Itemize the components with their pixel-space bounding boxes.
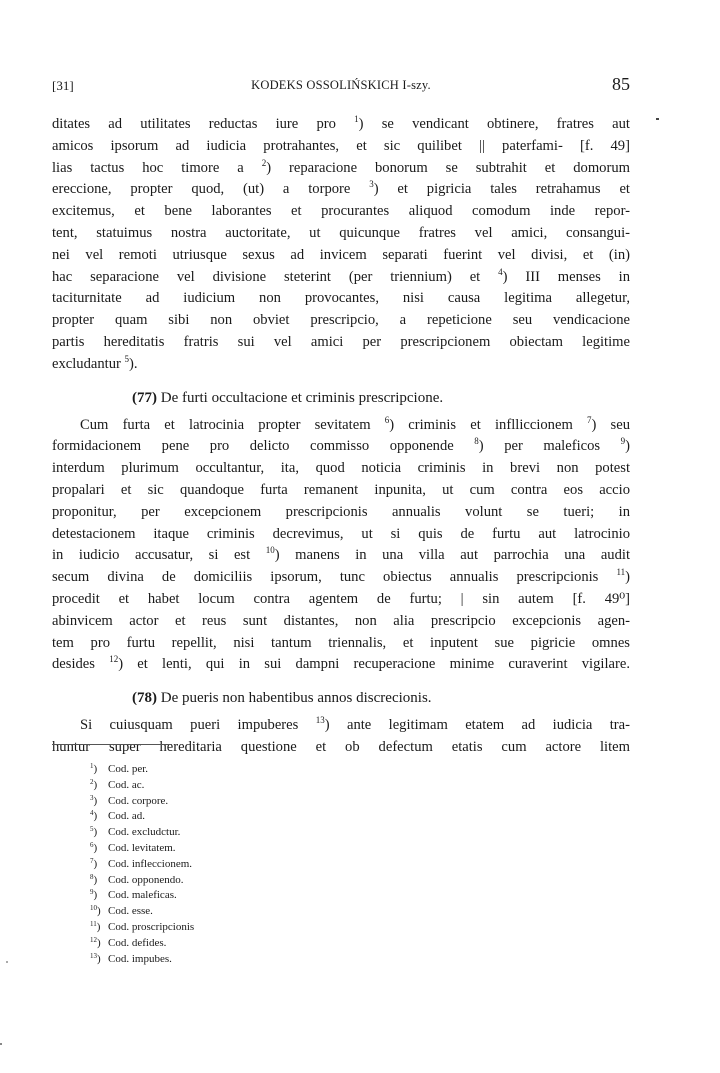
text-line: detestacionem itaque criminis decrevimus, ut si quis de furtu aut latrocinio — [52, 525, 630, 542]
footnote-ref[interactable]: 12 — [109, 654, 119, 665]
section-title: De furti occultacione et criminis prescripcione. — [160, 389, 444, 406]
text-line: partis hereditatis fratris sui vel amici per prescripcionem obiectam legitime — [52, 333, 630, 350]
text-line: excludantur $^5$). — [52, 353, 138, 372]
text-line: abinvicem actor et reus sunt distantes, non alia prescripcio excepcionis agen- — [52, 612, 630, 629]
footnotes — [90, 762, 194, 967]
footnote-ref[interactable]: 3 — [369, 179, 374, 190]
text-line: lias tactus hoc timore a $^2$) reparacione bonorum se subtrahit et domorum — [52, 157, 630, 176]
text-line: tem pro furtu repellit, nisi tantum triennalis, et inputent sue pigricie omnes — [52, 634, 630, 651]
footnote-ref[interactable]: 13 — [315, 715, 325, 726]
text-line: tent, statuimus nostra auctoritate, ut quicunque fratres vel amici, consangui- — [52, 224, 630, 241]
footnote: $^7$) Cod. infleccionem. — [90, 856, 193, 870]
footnote: $^1$) Cod. per. — [90, 762, 149, 775]
section-number: (78) — [132, 690, 157, 707]
scan-speck — [0, 1043, 2, 1045]
text-line: huntur super hereditaria questione et ob defectum etatis cum actore litem — [52, 738, 630, 755]
text-line: hac separacione vel divisione steterint (per triennium) et $^4$) III menses in — [52, 266, 630, 285]
text-line: secum divina de domiciliis ipsorum, tunc obiectus annualis prescripcionis $^{11}$) — [52, 567, 630, 586]
text-line: ereccione, propter quod, (ut) a torpore $^3$) et pigricia tales retrahamus et — [52, 179, 630, 198]
footnote: $^8$) Cod. opponendo. — [90, 872, 184, 886]
body-text — [52, 114, 630, 759]
footnote: $^{13}$) Cod. impubes. — [90, 951, 172, 965]
paragraph-3 — [52, 715, 630, 759]
folio-marker: [f. 49] — [579, 137, 630, 154]
scan-speck — [656, 118, 659, 120]
text-line: nei vel remoti utriusque sexus ad invicem separati fuerint vel divisi, et (in) — [52, 246, 630, 263]
book-title: KODEKS OSSOLIŃSKICH I-szy. — [251, 78, 431, 92]
footnote-ref[interactable]: 7 — [587, 414, 592, 425]
footnote-ref[interactable]: 1 — [354, 114, 359, 124]
footnote: $^3$) Cod. corpore. — [90, 793, 169, 807]
page-number: 85 — [612, 74, 630, 94]
footnote-ref[interactable]: 4 — [498, 266, 503, 277]
text-line: formidacionem pene pro delicto commisso opponende $^8$) per maleficos $^9$) — [52, 436, 630, 455]
text-line: proponitur, per excepcionem prescripcionis annualis volunt se tueri; in — [52, 503, 630, 520]
footnote-ref[interactable]: 5 — [124, 353, 130, 364]
text-line: interdum plurimum occultantur, ita, quod noticia criminis in brevi non potest — [52, 460, 630, 477]
footnote: $^{11}$) Cod. proscripcionis — [90, 919, 195, 933]
paragraph-2 — [52, 415, 630, 677]
text-line: taciturnitate ad iudicium non provocantes, nisi causa legitima allegetur, — [52, 290, 630, 307]
text-line: desides $^{12}$) et lenti, qui in sui dampni recuperacione minime curaverint vigilare. — [52, 654, 630, 673]
text-line: in iudicio accusatur, si est $^{10}$) manens in una villa aut parrochia una audit — [52, 545, 631, 564]
text-line: Si cuiusquam pueri impuberes $^{13}$) ante legitimam etatem ad iudicia tra- — [80, 715, 630, 734]
footnote-rule — [52, 744, 172, 745]
folio-marker: [f. 49⁰] — [572, 590, 631, 607]
footnote-ref[interactable]: 11 — [616, 567, 626, 578]
footnote: $^9$) Cod. maleficas. — [90, 888, 177, 902]
footnote-ref[interactable]: 2 — [261, 157, 267, 168]
section-title: De pueris non habentibus annos discrecionis. — [160, 690, 432, 707]
section-heading-77 — [52, 381, 630, 415]
footnote-ref[interactable]: 6 — [384, 414, 390, 425]
text-line: Cum furta et latrocinia propter sevitatem $^6$) criminis et inflliccionem $^7$) seu — [80, 414, 630, 433]
text-line: amicos ipsorum ad iudicia protrahantes, et sic quilibet || paterfami- [f. 49] — [52, 137, 630, 154]
footnote: $^{12}$) Cod. defides. — [90, 935, 167, 949]
scan-speck — [6, 961, 8, 963]
text-line: procedit et habet locum contra agentem de furtu; | sin autem [f. 49⁰] — [52, 590, 631, 607]
footnote: $^4$) Cod. ad. — [90, 809, 145, 823]
footnote: $^2$) Cod. ac. — [90, 777, 145, 791]
section-heading-78 — [52, 681, 630, 715]
running-head — [52, 76, 630, 98]
footnote-ref[interactable]: 8 — [474, 436, 479, 447]
text-line: excitemus, et bene laborantes et procurantes aliquod comodum inde repor- — [52, 203, 630, 220]
text-line: propalari et sic quandoque furta remanent inpunita, ut cum contra eos accio — [52, 481, 630, 498]
footnote: $^6$) Cod. levitatem. — [90, 840, 176, 854]
section-reference: [31] — [52, 78, 74, 93]
section-number: (77) — [132, 389, 157, 406]
footnote: $^{10}$) Cod. esse. — [90, 904, 153, 918]
footnote: $^5$) Cod. excludctur. — [90, 825, 181, 839]
text-line: ditates ad utilitates reductas iure pro $^1$) se vendicant obtinere, fratres aut — [52, 114, 630, 132]
text-line: propter quam sibi non obviet prescripcio, a repeticione seu vendicacione — [52, 312, 630, 329]
footnote-ref[interactable]: 10 — [265, 545, 275, 556]
footnote-ref[interactable]: 9 — [620, 436, 626, 447]
paragraph-1 — [52, 114, 630, 376]
